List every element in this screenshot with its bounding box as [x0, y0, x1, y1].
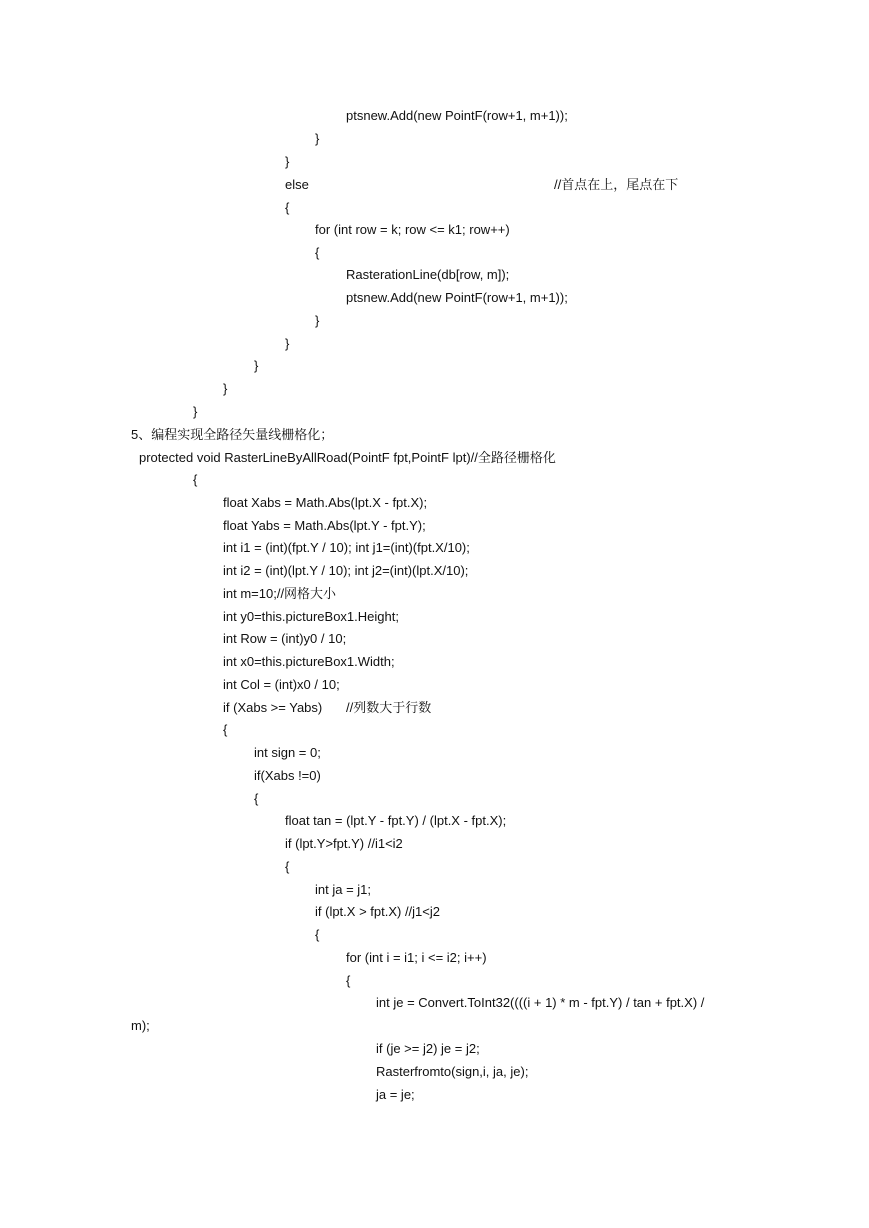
code-line: for (int row = k; row <= k1; row++) [315, 222, 510, 237]
code-line: int x0=this.pictureBox1.Width; [223, 654, 395, 669]
code-line: int i1 = (int)(fpt.Y / 10); int j1=(int)(fpt.X/10); [223, 540, 470, 555]
code-line: { [193, 472, 198, 487]
code-line: } [223, 381, 228, 396]
code-line: Rasterfromto(sign,i, ja, je); [376, 1064, 529, 1079]
code-line: float tan = (lpt.Y - fpt.Y) / (lpt.X - fpt.X); [285, 813, 507, 828]
code-line: float Yabs = Math.Abs(lpt.Y - fpt.Y); [223, 518, 426, 533]
code-line: int m=10;//网格大小 [223, 586, 337, 601]
code-line: RasterationLine(db[row, m]); [346, 267, 510, 282]
code-line: ptsnew.Add(new PointF(row+1, m+1)); [346, 290, 568, 305]
code-line: } [193, 404, 198, 419]
code-line: { [315, 927, 320, 942]
code-line: } [285, 336, 290, 351]
section-heading: 5、编程实现全路径矢量线栅格化； [131, 427, 334, 442]
code-line: { [346, 973, 351, 988]
code-line: } [315, 131, 320, 146]
code-comment: //首点在上，尾点在下 [554, 177, 679, 192]
code-line: { [315, 245, 320, 260]
code-line: float Xabs = Math.Abs(lpt.X - fpt.X); [223, 495, 428, 510]
code-line: } [254, 358, 259, 373]
code-line: int je = Convert.ToInt32((((i + 1) * m - fpt.Y) / tan + fpt.X) / [376, 995, 705, 1010]
code-line: if (lpt.Y>fpt.Y) //i1<i2 [285, 836, 403, 851]
code-line: { [285, 200, 290, 215]
code-line: int i2 = (int)(lpt.Y / 10); int j2=(int)(lpt.X/10); [223, 563, 469, 578]
code-line: ja = je; [376, 1087, 415, 1102]
code-line: if (lpt.X > fpt.X) //j1<j2 [315, 904, 440, 919]
code-line: for (int i = i1; i <= i2; i++) [346, 950, 487, 965]
code-line: ptsnew.Add(new PointF(row+1, m+1)); [346, 108, 568, 123]
code-line: } [315, 313, 320, 328]
code-line: if(Xabs !=0) [254, 768, 321, 783]
code-line: int Col = (int)x0 / 10; [223, 677, 340, 692]
code-line: int ja = j1; [315, 882, 372, 897]
code-line: int sign = 0; [254, 745, 321, 760]
code-line: { [254, 791, 259, 806]
code-line: if (je >= j2) je = j2; [376, 1041, 480, 1056]
code-line: else [285, 177, 309, 192]
code-line: m); [131, 1018, 150, 1033]
code-line: int y0=this.pictureBox1.Height; [223, 609, 399, 624]
code-line: protected void RasterLineByAllRoad(PointF fpt,PointF lpt)//全路径栅格化 [139, 450, 556, 465]
code-line: if (Xabs >= Yabs) [223, 700, 323, 715]
code-line: int Row = (int)y0 / 10; [223, 631, 347, 646]
code-line: } [285, 154, 290, 169]
code-comment: //列数大于行数 [346, 700, 432, 715]
code-line: { [223, 722, 228, 737]
code-line: { [285, 859, 290, 874]
